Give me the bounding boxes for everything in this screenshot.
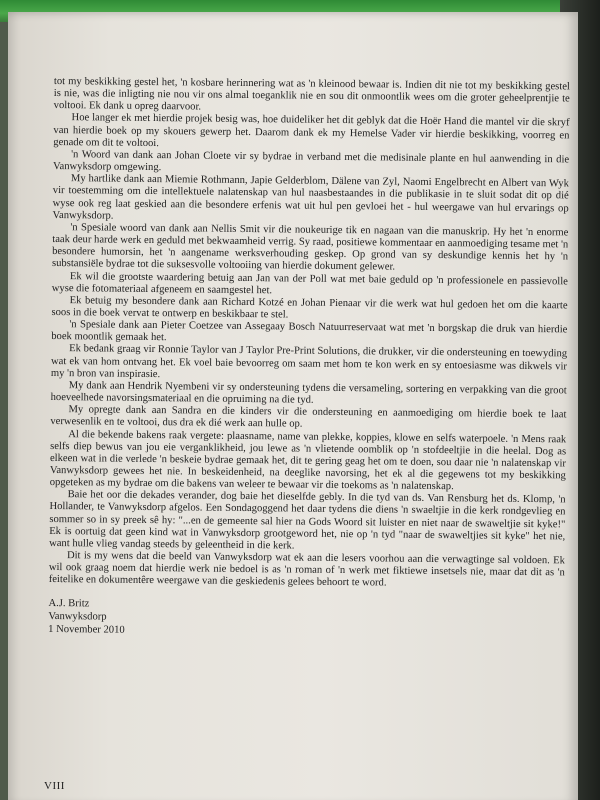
paragraph-4: My hartlike dank aan Miemie Rothmann, Japie Gelderblom, Dälene van Zyl, Naomi Engelbrecht en Albert van Wyk vir toestemming om die intellektuele nalatenskap van hul naasbestaandes in die publikasie in te sluit sodat dit op dié wyse ook reg laat geskied aan die besondere erfenis wat uit hul pen gevloei het - hul weergawe van hul ervarings op Vanwyksdorp. bbox=[52, 173, 569, 222]
page-number: VIII bbox=[44, 780, 65, 792]
paragraph-6: Ek wil die grootste waardering betuig aan Jan van der Poll wat met baie geduld op 'n professionele en passievolle wyse die fotomateriaal afgeneem en saamgestel het. bbox=[51, 270, 568, 296]
paragraph-14: Dit is my wens dat die beeld van Vanwyksdorp wat ek aan die lesers voorhou aan die verwagtinge sal voldoen. Ek wil ook graag noem dat hierdie werk nie bedoel is as 'n roman of 'n werk met fiktiewe insetsels nie, maar dat dit as 'n feitelike en dokumentêre weergawe van die geskiedenis gelees behoort te word. bbox=[48, 550, 566, 589]
author-name: A.J. Britz bbox=[48, 597, 90, 609]
paragraph-2: Hoe langer ek met hierdie projek besig was, hoe duideliker het dit geblyk dat die Hoër Hand die mantel vir die skryf van hierdie boek op my skouers gewerp het. Daarom dank ek my Hemelse Vader vir hierdie beskikking, voorreg en genade om dit te voltooi. bbox=[53, 112, 570, 149]
paragraph-3: 'n Woord van dank aan Johan Cloete vir sy bydrae in verband met die medisinale plante en hul aanwending in die Vanwyksdorp omgewing. bbox=[52, 149, 570, 174]
paragraph-12: Al die bekende bakens raak vergete: plaasname, name van plekke, koppies, klowe en selfs waterpoele. 'n Mens raak selfs diep bewus van jou eie verganklikheid, jou lewe as 'n vlietende oomblik op 'n stofdeeltjie in die heelal. Dog as elkeen wat in die verlede 'n beskeie bydrae gemaak het, dit te gering geag het om te doen, sou daar nie 'n nalatenskap vir Vanwyksdorp gewees het nie. In beskeidenheid, na deeglike navorsing, het ek al die gegewens tot my beskikking opgeteken as my bydrae om die bakens van weleer te bewaar vir die toekoms as 'n nalatenskap. bbox=[49, 428, 567, 493]
paragraph-8: 'n Spesiale dank aan Pieter Coetzee van Assegaay Bosch Natuurreservaat wat met 'n borgskap die druk van hierdie boek moontlik gemaak het. bbox=[51, 319, 568, 344]
body-text bbox=[48, 76, 570, 641]
book-page bbox=[8, 12, 578, 800]
author-date: 1 November 2010 bbox=[48, 623, 125, 636]
paragraph-7: Ek betuig my besondere dank aan Richard Kotzé en Johan Pienaar vir die werk wat hul gedoen het om die kaarte soos in die boek vervat te ontwerp en beskikbaar te stel. bbox=[51, 294, 568, 321]
paragraph-13: Baie het oor die dekades verander, dog baie het dieselfde gebly. In die tyd van ds. Van Rensburg het ds. Klomp, 'n Hollander, te Vanwyksdorp afgelos. Een Sondagoggend het daar tydens die diens 'n swaeltjie in die kerk rondgevlieg en sommer so in sy preek sê hy: "...en de gemeente sal hier na Gods Woord sit luister en niet naar de swaweltjie sit kyke!" Ek is oortuig dat geen kind wat in Vanwyksdorp grootgeword het, nie op 'n tyd "naar de swaweltjies sit kyke" het nie, want hulle vlieg vandag steeds by geleentheid in die kerk. bbox=[49, 489, 566, 552]
paragraph-11: My opregte dank aan Sandra en die kinders vir die ondersteuning en aanmoediging om hierdie boek te laat verwesenlik en te voltooi, dus dra ek dié werk aan hulle op. bbox=[50, 404, 567, 430]
paragraph-10: My dank aan Hendrik Nyembeni vir sy ondersteuning tydens die versameling, sortering en verpakking van die groot hoeveelhede navorsingsmateriaal en die opruiming na die tyd. bbox=[50, 380, 567, 406]
paragraph-9: Ek bedank graag vir Ronnie Taylor van J Taylor Pre-Print Solutions, die drukker, vir die ondersteuning en toewyding wat ek van hom ontvang het. Ek voel baie bevoorreg om saam met hom te kon werk en sy entoesiasme was dikwels vir my 'n bron van inspirasie. bbox=[50, 343, 568, 380]
paragraph-5: 'n Spesiale woord van dank aan Nellis Smit vir die noukeurige tik en nagaan van die manuskrip. Hy het 'n enorme taak deur harde werk en geduld met bekwaamheid verrig. Sy raad, positiewe kommentaar en aanmoediging tesame met 'n besondere humorsin, het 'n aangename werksverhouding geskep. Op grond van sy deskundige kennis het hy 'n substansiële bydrae tot die suksesvolle voltooiing van hierdie dokument gelewer. bbox=[51, 222, 569, 273]
author-place: Vanwyksdorp bbox=[48, 610, 107, 623]
paragraph-1: tot my beskikking gestel het, 'n kosbare herinnering wat as 'n kleinood bewaar is. Indien dit nie tot my beskikking gestel is nie, was die inligting nie nou vir ons almal toeganklik nie en sou dit onmoontlik wees om die groter geheelprentjie te voltooi. Ek dank u opreg daarvoor. bbox=[53, 76, 570, 113]
signature-block bbox=[48, 597, 564, 641]
